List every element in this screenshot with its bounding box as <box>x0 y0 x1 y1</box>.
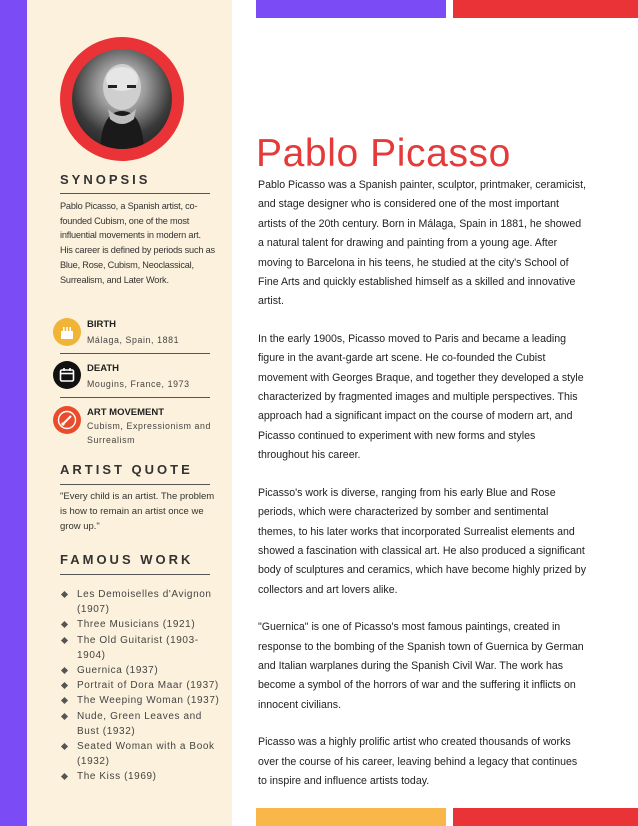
list-item: Guernica (1937) <box>62 663 222 678</box>
birth-label: BIRTH <box>87 319 117 330</box>
quote-divider <box>60 484 210 485</box>
page-title: Pablo Picasso <box>256 132 511 175</box>
biography-paragraph: "Guernica" is one of Picasso's most famous paintings, created in response to the bombing of the Spanish town of Guernica by German and Italian warplanes during the Spanish Civil War. The work has become a symbol of the horrors of war and the suffering it inflicts on innocent civilians. <box>258 621 584 711</box>
avatar <box>72 49 172 149</box>
famous-work-list <box>62 587 222 785</box>
bullet-icon <box>61 667 68 674</box>
bottom-red-bar <box>453 808 638 826</box>
bullet-icon <box>61 713 68 720</box>
synopsis-divider <box>60 193 210 194</box>
list-item: Nude, Green Leaves and Bust (1932) <box>62 709 222 739</box>
calendar-icon <box>53 361 81 389</box>
famous-work-heading: FAMOUS WORK <box>60 552 194 567</box>
death-divider <box>60 397 210 398</box>
left-accent-strip <box>0 0 27 826</box>
paintbrush-icon <box>53 406 81 434</box>
list-item: The Kiss (1969) <box>62 769 222 784</box>
biography-paragraph: Picasso's work is diverse, ranging from his early Blue and Rose periods, which were characterized by somber and sentimental themes, to his later works that incorporated Surrealist elements and showed a fascination with classical art. He also produced a significant body of sculptures and ceramics, which have become highly prized by collectors and art lovers alike. <box>258 486 586 596</box>
cake-icon <box>53 318 81 346</box>
bullet-icon <box>61 743 68 750</box>
bullet-icon <box>61 682 68 689</box>
art-movement-label: ART MOVEMENT <box>87 407 165 418</box>
biography-text <box>258 176 588 809</box>
bullet-icon <box>61 621 68 628</box>
death-value: Mougins, France, 1973 <box>87 379 190 389</box>
artist-quote-text: "Every child is an artist. The problem is how to remain an artist once we grow up." <box>60 491 215 532</box>
synopsis-text: Pablo Picasso, a Spanish artist, co-founded Cubism, one of the most influential movements in modern art. His career is defined by periods such as Blue, Rose, Cubism, Neoclassical, Surrealism, and Later Work. <box>60 201 215 285</box>
top-purple-bar <box>256 0 446 18</box>
bottom-orange-bar <box>256 808 446 826</box>
portrait-image <box>72 49 172 149</box>
birth-value: Málaga, Spain, 1881 <box>87 335 180 345</box>
list-item: Three Musicians (1921) <box>62 617 222 632</box>
birth-divider <box>60 353 210 354</box>
art-movement-value: Cubism, Expressionism and Surrealism <box>87 421 212 445</box>
bullet-icon <box>61 637 68 644</box>
bullet-icon <box>61 773 68 780</box>
list-item: Les Demoiselles d'Avignon (1907) <box>62 587 222 617</box>
bullet-icon <box>61 697 68 704</box>
biography-paragraph: Picasso was a highly prolific artist who created thousands of works over the course of his career, leaving behind a legacy that continues to inspire and influence artists today. <box>258 736 578 787</box>
famous-work-divider <box>60 574 210 575</box>
list-item: The Old Guitarist (1903-1904) <box>62 633 222 663</box>
biography-paragraph: In the early 1900s, Picasso moved to Paris and became a leading figure in the avant-garde art scene. He co-founded the Cubist movement with Georges Braque, and together they developed a style characterized by fragmented images and multiple perspectives. This approach had a significant impact on the course of modern art, and Picasso continued to experiment with new forms and styles throughout his career. <box>258 332 584 462</box>
list-item: The Weeping Woman (1937) <box>62 693 222 708</box>
bullet-icon <box>61 591 68 598</box>
top-red-bar <box>453 0 638 18</box>
list-item: Portrait of Dora Maar (1937) <box>62 678 222 693</box>
avatar-ring <box>60 37 184 161</box>
synopsis-heading: SYNOPSIS <box>60 172 151 187</box>
biography-paragraph: Pablo Picasso was a Spanish painter, sculptor, printmaker, ceramicist, and stage designer who is considered one of the most important artists of the 20th century. Born in Málaga, Spain in 1881, he showed a natural talent for drawing and painting from a young age. After moving to Barcelona in his teens, he studied at the city's School of Fine Arts and quickly established himself as a skilled and innovative artist. <box>258 179 586 308</box>
death-label: DEATH <box>87 363 120 374</box>
artist-quote-heading: ARTIST QUOTE <box>60 462 193 477</box>
list-item: Seated Woman with a Book (1932) <box>62 739 222 769</box>
